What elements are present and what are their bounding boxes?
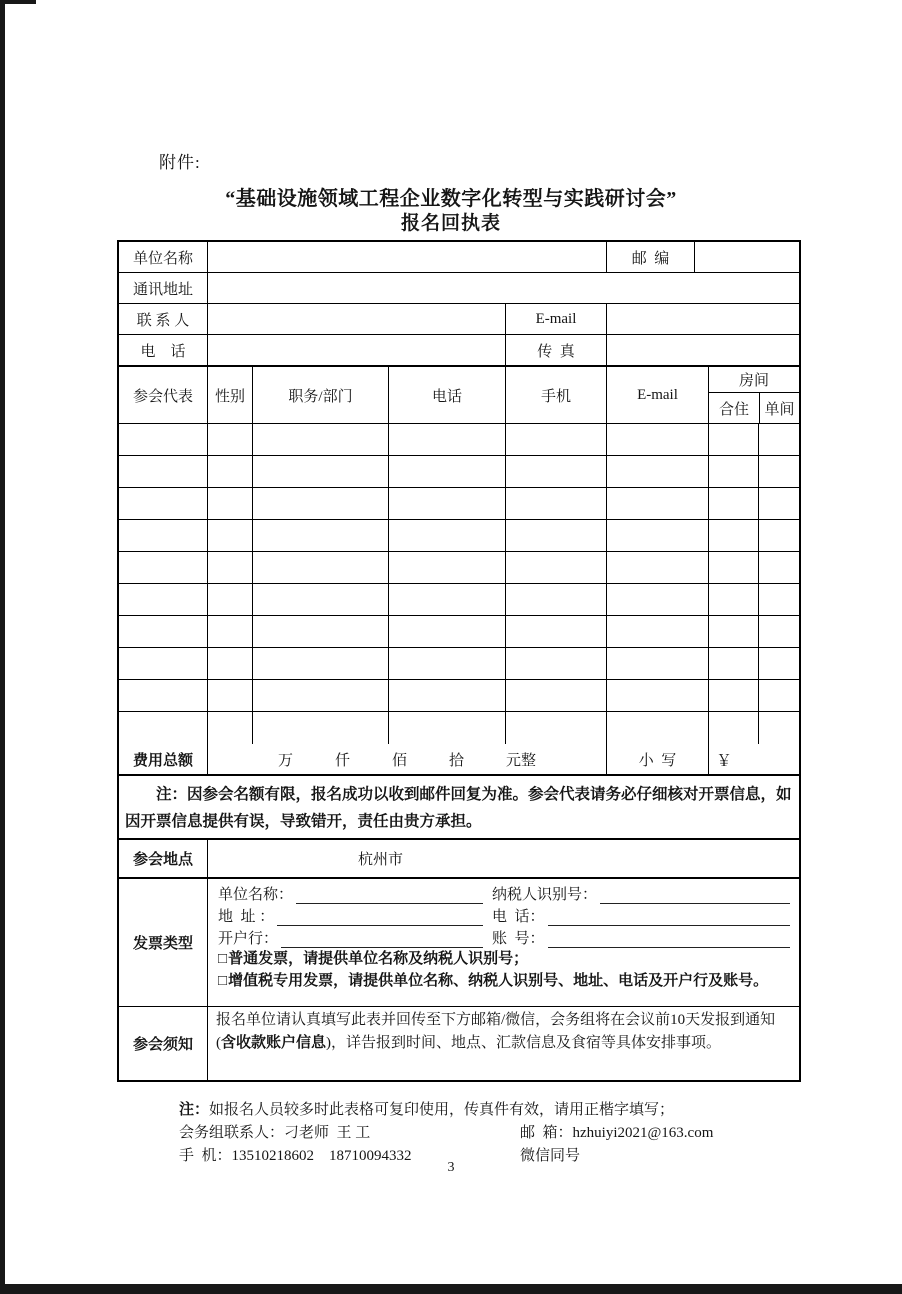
- phone-row: [119, 335, 799, 367]
- delegate-room-single-cell: [759, 456, 799, 487]
- delegate-email-cell: [607, 488, 709, 519]
- delegate-mobile-cell: [506, 424, 607, 455]
- delegate-phone-cell: [389, 456, 506, 487]
- invoice-taxid-group: [492, 883, 793, 904]
- delegate-email-cell: [607, 520, 709, 551]
- contact-row: [119, 304, 799, 335]
- delegate-empty-row: [119, 616, 799, 648]
- scan-edge-bottom: [0, 1284, 902, 1294]
- phone-label: 电 话: [119, 335, 208, 365]
- fee-total-label: 费用总额: [119, 744, 208, 774]
- delegate-email-cell: [607, 552, 709, 583]
- postal-code-label: 邮 编: [607, 242, 695, 272]
- delegate-empty-row: [119, 552, 799, 584]
- delegate-title-cell: [253, 520, 389, 551]
- contact-label: 联 系 人: [119, 304, 208, 334]
- delegate-room-shared-cell: [709, 488, 759, 519]
- delegate-empty-row: [119, 456, 799, 488]
- footer-contact-persons: 会务组联系人：刁老师 王 工: [179, 1125, 371, 1141]
- delegate-gender-cell: [208, 648, 253, 679]
- delegate-phone-cell: [389, 616, 506, 647]
- address-field: [208, 273, 799, 303]
- unit-name-row: [119, 242, 799, 273]
- document-title: “基础设施领域工程企业数字化转型与实践研讨会”: [225, 188, 677, 210]
- fee-unit-qian: 仟: [334, 752, 350, 769]
- delegate-email-cell: [607, 680, 709, 711]
- delegate-phone-cell: [389, 424, 506, 455]
- fee-total-row: [119, 744, 799, 776]
- delegate-mobile-cell: [506, 616, 607, 647]
- delegate-gender-cell: [208, 616, 253, 647]
- fee-amount-cell: [208, 744, 607, 774]
- delegate-room-single-cell: [759, 648, 799, 679]
- delegate-empty-row: [119, 424, 799, 456]
- delegate-email-header: E-mail: [607, 367, 709, 423]
- invoice-phone-group: [492, 905, 793, 926]
- email-field: [607, 304, 799, 334]
- invoice-unit-name-group: [218, 883, 486, 904]
- delegate-mobile-cell: [506, 520, 607, 551]
- delegate-empty-row: [119, 712, 799, 744]
- delegate-title-cell: [253, 488, 389, 519]
- invoice-unit-name-label: 单位名称：: [218, 887, 294, 903]
- fax-field: [607, 335, 799, 365]
- room-single-header: 单间: [764, 401, 795, 418]
- footer-phone-numbers: 手 机：13510218602 18710094332: [179, 1148, 412, 1164]
- delegate-header-row: [119, 367, 799, 424]
- delegate-title-cell: [253, 456, 389, 487]
- invoice-type-label: 发票类型: [119, 879, 208, 1006]
- delegate-phone-cell: [389, 648, 506, 679]
- delegate-room-single-cell: [759, 712, 799, 744]
- venue-row: [119, 840, 799, 879]
- delegate-phone-cell: [389, 488, 506, 519]
- delegate-mobile-header: 手机: [506, 367, 607, 423]
- notice-row: [119, 1007, 799, 1080]
- delegate-room-single-cell: [759, 488, 799, 519]
- delegate-email-cell: [607, 456, 709, 487]
- delegate-title-cell: [253, 712, 389, 744]
- invoice-content: [208, 879, 799, 1006]
- delegate-empty-row: [119, 520, 799, 552]
- notice-text-bold: 含收款账户信息: [221, 1035, 327, 1051]
- delegate-gender-cell: [208, 456, 253, 487]
- delegate-gender-cell: [208, 712, 253, 744]
- venue-value: 杭州市: [358, 852, 404, 868]
- delegate-name-cell: [119, 712, 208, 744]
- fee-unit-bai: 佰: [391, 752, 407, 769]
- delegate-name-cell: [119, 552, 208, 583]
- room-header: 房间: [709, 367, 799, 393]
- fee-currency-cell: ￥: [716, 752, 733, 770]
- footer-note-text: 如报名人员较多时此表格可复印使用，传真件有效，请用正楷字填写；: [209, 1102, 675, 1118]
- notice-label: 参会须知: [119, 1007, 208, 1080]
- invoice-option-ordinary: [218, 949, 793, 970]
- invoice-bank-label: 开户行：: [218, 931, 279, 947]
- table-note-text: 注：因参会名额有限，报名成功以收到邮件回复为准。参会代表请务必仔细核对开票信息，如因开票信息提供有误，导致错开，责任由贵方承担。: [125, 786, 792, 830]
- registration-form-table: [117, 240, 801, 1082]
- checkbox-icon: □: [218, 973, 228, 989]
- venue-label: 参会地点: [119, 840, 208, 877]
- delegate-name-cell: [119, 616, 208, 647]
- delegate-room-shared-cell: [709, 456, 759, 487]
- delegate-gender-cell: [208, 520, 253, 551]
- delegate-phone-cell: [389, 680, 506, 711]
- delegate-email-cell: [607, 712, 709, 744]
- fee-unit-shi: 拾: [449, 752, 465, 769]
- table-note-row: [119, 776, 799, 840]
- footer-mailbox: 邮 箱：hzhuiyi2021@163.com: [520, 1125, 714, 1141]
- fee-small-label: 小 写: [607, 744, 709, 774]
- invoice-account-blank: [548, 943, 790, 948]
- invoice-account-label: 账 号：: [492, 931, 545, 947]
- delegate-title-cell: [253, 648, 389, 679]
- delegate-room-single-cell: [759, 680, 799, 711]
- delegate-gender-cell: [208, 488, 253, 519]
- address-row: [119, 273, 799, 304]
- delegate-phone-cell: [389, 712, 506, 744]
- delegate-gender-cell: [208, 584, 253, 615]
- delegate-gender-header: 性别: [208, 367, 253, 423]
- delegate-room-shared-cell: [709, 584, 759, 615]
- delegate-empty-row: [119, 584, 799, 616]
- invoice-bank-group: [218, 927, 486, 948]
- delegate-mobile-cell: [506, 584, 607, 615]
- delegate-name-cell: [119, 488, 208, 519]
- fee-unit-yuan: 元整: [506, 752, 537, 769]
- invoice-phone-label: 电 话：: [492, 909, 545, 925]
- delegate-name-cell: [119, 680, 208, 711]
- page-number: 3: [447, 1160, 455, 1175]
- delegate-room-shared-cell: [709, 712, 759, 744]
- document-subtitle: 报名回执表: [400, 213, 501, 234]
- delegate-name-cell: [119, 648, 208, 679]
- delegate-room-shared-cell: [709, 552, 759, 583]
- checkbox-icon: □: [218, 951, 228, 967]
- delegate-phone-cell: [389, 552, 506, 583]
- delegate-room-single-cell: [759, 552, 799, 583]
- delegate-gender-cell: [208, 680, 253, 711]
- delegate-email-cell: [607, 424, 709, 455]
- phone-field: [208, 335, 506, 365]
- delegate-title-cell: [253, 584, 389, 615]
- invoice-line-1: [218, 882, 793, 904]
- footer-wechat-note: 微信同号: [520, 1148, 581, 1164]
- room-header-group: [709, 367, 799, 423]
- invoice-option-vat: [218, 971, 793, 992]
- delegate-room-single-cell: [759, 616, 799, 647]
- unit-name-label: 单位名称: [119, 242, 208, 272]
- delegate-phone-cell: [389, 584, 506, 615]
- delegate-phone-cell: [389, 520, 506, 551]
- unit-name-field: [208, 242, 607, 272]
- delegate-email-cell: [607, 616, 709, 647]
- delegate-name-header: 参会代表: [119, 367, 208, 423]
- delegate-title-cell: [253, 616, 389, 647]
- delegate-room-single-cell: [759, 584, 799, 615]
- delegate-room-shared-cell: [709, 680, 759, 711]
- delegate-room-single-cell: [759, 424, 799, 455]
- delegate-name-cell: [119, 584, 208, 615]
- invoice-line-2: [218, 904, 793, 926]
- delegate-phone-header: 电话: [389, 367, 506, 423]
- delegate-mobile-cell: [506, 680, 607, 711]
- delegate-title-cell: [253, 424, 389, 455]
- invoice-type-row: [119, 879, 799, 1007]
- fax-label: 传 真: [506, 335, 607, 365]
- delegate-gender-cell: [208, 552, 253, 583]
- delegate-mobile-cell: [506, 552, 607, 583]
- address-label: 通讯地址: [119, 273, 208, 303]
- scan-edge-top-left: [0, 0, 36, 4]
- delegate-title-cell: [253, 552, 389, 583]
- footer-note-label: 注：: [179, 1102, 210, 1118]
- delegate-room-single-cell: [759, 520, 799, 551]
- delegate-mobile-cell: [506, 488, 607, 519]
- postal-code-field: [695, 242, 799, 272]
- contact-field: [208, 304, 506, 334]
- delegate-name-cell: [119, 520, 208, 551]
- invoice-taxid-label: 纳税人识别号：: [492, 887, 598, 903]
- delegate-empty-row: [119, 680, 799, 712]
- delegate-title-cell: [253, 680, 389, 711]
- delegate-mobile-cell: [506, 712, 607, 744]
- delegate-title-header: 职务/部门: [253, 367, 389, 423]
- delegate-room-shared-cell: [709, 520, 759, 551]
- delegate-empty-row: [119, 488, 799, 520]
- attachment-label: 附件:: [159, 153, 201, 172]
- notice-text-after: )，详告报到时间、地点、汇款信息及食宿等具体安排事项。: [326, 1035, 722, 1051]
- delegate-mobile-cell: [506, 456, 607, 487]
- delegate-email-cell: [607, 584, 709, 615]
- invoice-account-group: [492, 927, 793, 948]
- room-shared-header: 合住: [709, 393, 760, 423]
- delegate-empty-row: [119, 648, 799, 680]
- delegate-mobile-cell: [506, 648, 607, 679]
- notice-text-before: 报名单位请认真填写此表并回传至下方邮箱/微信，会务组将在会议前10天发报到通知(: [216, 1012, 776, 1051]
- invoice-address-label: 地 址 ：: [218, 909, 275, 925]
- delegate-name-cell: [119, 456, 208, 487]
- delegate-room-shared-cell: [709, 424, 759, 455]
- notice-text: [208, 1007, 799, 1080]
- delegate-name-cell: [119, 424, 208, 455]
- delegate-room-shared-cell: [709, 616, 759, 647]
- fee-unit-wan: 万: [277, 752, 293, 769]
- invoice-bank-blank: [281, 943, 483, 948]
- invoice-option-vat-text: 增值税专用发票，请提供单位名称、纳税人识别号、地址、电话及开户行及账号。: [228, 973, 769, 989]
- delegate-gender-cell: [208, 424, 253, 455]
- delegate-email-cell: [607, 648, 709, 679]
- delegate-room-shared-cell: [709, 648, 759, 679]
- invoice-address-group: [218, 905, 486, 926]
- invoice-line-3: [218, 926, 793, 948]
- email-label: E-mail: [506, 304, 607, 334]
- invoice-option-ordinary-text: 普通发票，请提供单位名称及纳税人识别号；: [228, 951, 529, 967]
- room-subheader-row: [709, 393, 799, 423]
